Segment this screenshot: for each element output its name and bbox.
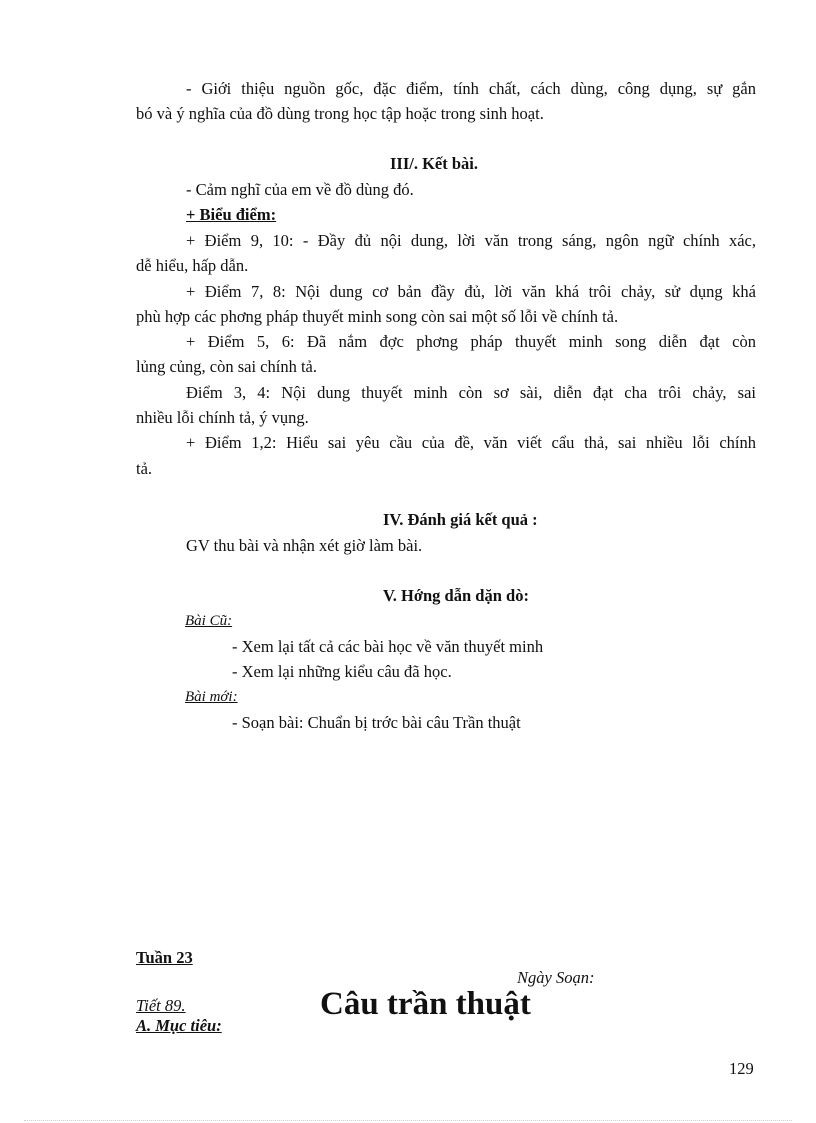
objectives-label: A. Mục tiêu: — [136, 1016, 222, 1035]
old-lesson-label: Bài Cũ: — [185, 613, 233, 629]
score-5-6-line-2: lủng củng, còn sai chính tả. — [136, 357, 318, 376]
page-number: 129 — [729, 1059, 754, 1078]
score-7-8-line-1: + Điểm 7, 8: Nội dung cơ bản đầy đủ, lời văn khá trôi chảy, sử dụng khá — [186, 282, 756, 301]
section-5-heading: V. Hớng dẫn dặn dò: — [383, 586, 529, 605]
section-4-text: GV thu bài và nhận xét giờ làm bài. — [186, 536, 423, 555]
page-bottom-divider — [24, 1120, 792, 1121]
section-3-text: - Cảm nghĩ của em về đồ dùng đó. — [186, 180, 414, 199]
period-label: Tiết 89. — [136, 996, 186, 1015]
score-1-2-line-2: tả. — [136, 459, 153, 478]
section-4-heading: IV. Đánh giá kết quả : — [383, 510, 538, 529]
lesson-title: Câu trần thuật — [320, 986, 531, 1022]
date-label: Ngày Soạn: — [517, 968, 595, 987]
week-label: Tuần 23 — [136, 948, 193, 967]
section-3-heading: III/. Kết bài. — [390, 154, 479, 173]
old-lesson-item-1: - Xem lại tất cả các bài học về văn thuyết minh — [232, 637, 544, 656]
score-5-6-line-1: + Điểm 5, 6: Đã nắm đợc phơng pháp thuyết minh song diễn đạt còn — [186, 332, 756, 351]
new-lesson-label: Bài mới: — [185, 689, 238, 705]
rubric-heading: + Biểu điểm: — [186, 205, 277, 224]
score-1-2-line-1: + Điểm 1,2: Hiểu sai yêu cầu của đề, văn viết cẩu thả, sai nhiều lỗi chính — [186, 433, 756, 452]
score-7-8-line-2: phù hợp các phơng pháp thuyết minh song còn sai một số lỗi về chính tả. — [136, 307, 619, 326]
score-9-10-line-1: + Điểm 9, 10: - Đầy đủ nội dung, lời văn trong sáng, ngôn ngữ chính xác, — [186, 231, 756, 250]
score-9-10-line-2: dễ hiểu, hấp dẫn. — [136, 256, 249, 275]
score-3-4-line-1: Điểm 3, 4: Nội dung thuyết minh còn sơ sài, diễn đạt cha trôi chảy, sai — [186, 383, 756, 402]
new-lesson-item-1: - Soạn bài: Chuẩn bị trớc bài câu Trần thuật — [232, 713, 521, 732]
intro-line-2: bó và ý nghĩa của đồ dùng trong học tập hoặc trong sinh hoạt. — [136, 104, 544, 123]
score-3-4-line-2: nhiều lỗi chính tả, ý vụng. — [136, 408, 309, 427]
intro-line-1: - Giới thiệu nguồn gốc, đặc điểm, tính chất, cách dùng, công dụng, sự gắn — [186, 79, 756, 98]
old-lesson-item-2: - Xem lại những kiểu câu đã học. — [232, 662, 452, 681]
